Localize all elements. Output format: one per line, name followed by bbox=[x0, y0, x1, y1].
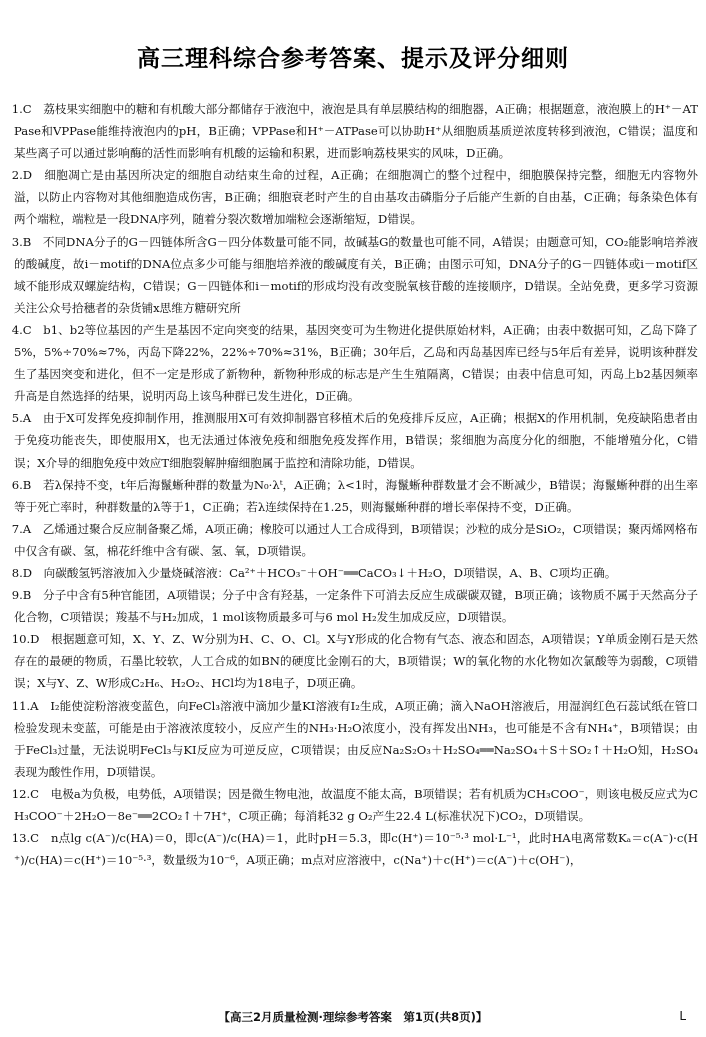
answer-item-1: 1.C 荔枝果实细胞中的糖和有机酸大部分都储存于液泡中，液泡是具有单层膜结构的细胞器，A正确；根据题意，液泡膜上的H⁺－ATPase和VPPase能维持液泡内的pH，B正确；VPPase和H⁺－ATPase可以协助H⁺从细胞质基质逆浓度转移到液泡，C错误；温度和某些离子可以通过影响酶的活性而影响有机酸的运输和积累，进而影响荔枝果实的风味，D正确。 bbox=[11, 102, 698, 161]
answer-item-7: 7.A 乙烯通过聚合反应制备聚乙烯，A项正确；橡胶可以通过人工合成得到，B项错误；沙粒的成分是SiO₂，C项错误；聚丙烯网格布中仅含有碳、氢，棉花纤维中含有碳、氢、氧，D项错误。 bbox=[11, 521, 698, 558]
answer-item-3: 3.B 不同DNA分子的G－四链体所含G－四分体数量可能不同，故碱基G的数量也可能不同，A错误；由题意可知，CO₂能影响培养液的酸碱度，故i－motif的DNA位点多少可能与细胞培养液的酸碱度有关，B正确；由图示可知，DNA分子的G－四链体或i－motif区域不能形成双螺旋结构，C错误；G－四链体和i－motif的形成均没有改变脱氧核苷酸的连接顺序，D错误。全站免费，更多学习资源关注公众号拾穗者的杂货铺x思维方糖研究所 bbox=[11, 234, 698, 315]
page-title: 高三理科综合参考答案、提示及评分细则 bbox=[137, 46, 569, 72]
answer-item-5: 5.A 由于X可发挥免疫抑制作用，推测服用X可有效抑制器官移植术后的免疫排斥反应，A正确；根据X的作用机制，免疫缺陷患者由于免疫功能丧失，即使服用X，也无法通过体液免疫和细胞免疫发挥作用，B错误；浆细胞为高度分化的细胞，不能增殖分化，C错误；X介导的细胞免疫中效应T细胞裂解肿瘤细胞属于监控和清除功能，D错误。 bbox=[11, 411, 698, 470]
answer-item-2: 2.D 细胞凋亡是由基因所决定的细胞自动结束生命的过程，A正确；在细胞凋亡的整个过程中，细胞膜保持完整，细胞无内容物外溢，以防止内容物对其他细胞造成伤害，B正确；细胞衰老时产生的自由基攻击磷脂分子后能产生新的自由基，C正确；每条染色体有两个端粒，端粒是一段DNA序列，随着分裂次数增加端粒会逐渐缩短，D错误。 bbox=[11, 168, 698, 227]
answer-item-11: 11.A I₂能使淀粉溶液变蓝色，向FeCl₃溶液中滴加少量KI溶液有I₂生成，A项正确；滴入NaOH溶液后，用湿润红色石蕊试纸在管口检验发现未变蓝，可能是由于溶液浓度较小，反应产生的NH₃·H₂O浓度小，没有挥发出NH₃，也可能是不含有NH₄⁺，B项错误；由于FeCl₃过量，无法说明FeCl₃与KI反应为可逆反应，C项错误；由反应Na₂S₂O₃＋H₂SO₄══Na₂SO₄＋S＋SO₂↑＋H₂O知，H₂SO₄表现为酸性作用，D项错误。 bbox=[11, 698, 698, 779]
answer-item-4: 4.C b1、b2等位基因的产生是基因不定向突变的结果，基因突变可为生物进化提供原始材料，A正确；由表中数据可知，乙岛下降了5%，5%÷70%≈7%，丙岛下降22%，22%÷70%≈31%，B正确；30年后，乙岛和丙岛基因库已经与5年后有差异，说明该种群发生了基因突变和进化，但不一定是形成了新物种，新物种形成的标志是产生生殖隔离，C错误；由表中信息可知，丙岛上b2基因频率升高是自然选择的结果，说明丙岛上该鸟种群已发生进化，D正确。 bbox=[11, 322, 698, 404]
answer-item-12: 12.C 电极a为负极，电势低，A项错误；因是微生物电池，故温度不能太高，B项错误；若有机质为CH₃COO⁻，则该电极反应式为CH₃COO⁻＋2H₂O－8e⁻══2CO₂↑＋7H⁺，C项正确；每消耗32 g O₂产生22.4 L(标准状况下)CO₂，D项错误。 bbox=[11, 786, 698, 823]
answer-list bbox=[11, 98, 698, 871]
answer-item-13: 13.C n点lg c(A⁻)/c(HA)＝0，即c(A⁻)/c(HA)＝1，此时pH＝5.3，即c(H⁺)＝10⁻⁵·³ mol·L⁻¹，此时HA电离常数Kₐ＝c(A⁻)·c(H⁺)/c(HA)＝c(H⁺)＝10⁻⁵·³，数量级为10⁻⁶，A项正确；m点对应溶液中，c(Na⁺)＋c(H⁺)＝c(A⁻)＋c(OH⁻)， bbox=[11, 831, 698, 868]
answer-item-8: 8.D 向碳酸氢钙溶液加入少量烧碱溶液：Ca²⁺＋HCO₃⁻＋OH⁻══CaCO₃↓＋H₂O，D项错误，A、B、C项均正确。 bbox=[11, 565, 617, 580]
answer-item-9: 9.B 分子中含有5种官能团，A项错误；分子中含有羟基，一定条件下可消去反应生成碳碳双键，B项正确；该物质不属于天然高分子化合物，C项错误；羧基不与H₂加成，1 mol该物质最多可与6 mol H₂发生加成反应，D项错误。 bbox=[11, 588, 698, 625]
answer-item-10: 10.D 根据题意可知，X、Y、Z、W分别为H、C、O、Cl。X与Y形成的化合物有气态、液态和固态，A项错误；Y单质金刚石是天然存在的最硬的物质，石墨比较软，人工合成的如BN的硬度比金刚石的大，B项错误；W的氧化物的水化物如次氯酸等为弱酸，C项错误；X与Y、Z、W形成C₂H₆、H₂O₂、HCl均为18电子，D项正确。 bbox=[11, 632, 698, 691]
footer-mark: L bbox=[679, 1009, 686, 1023]
page-footer: 【高三2月质量检测·理综参考答案 第1页(共8页)】 bbox=[218, 1010, 488, 1024]
answer-item-6: 6.B 若λ保持不变，t年后海鬣蜥种群的数量为N₀·λᵗ，A正确；λ<1时，海鬣蜥种群数量才会不断减少，B错误；海鬣蜥种群的出生率等于死亡率时，种群数量的λ等于1，C正确；若λ连续保持在1.25，则海鬣蜥种群的增长率保持不变，D正确。 bbox=[11, 477, 698, 514]
